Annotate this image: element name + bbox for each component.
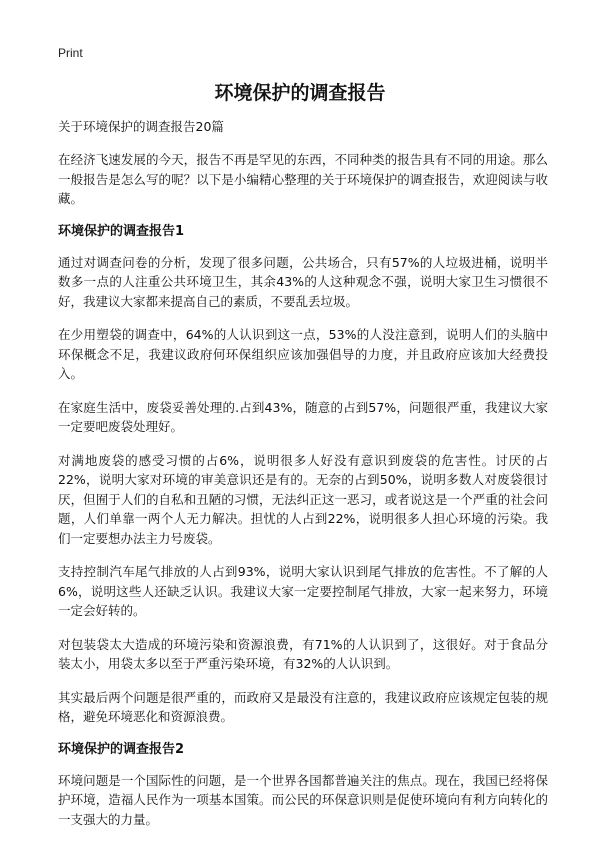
- document-title: 环境保护的调查报告: [214, 82, 386, 104]
- section-paragraph: 在家庭生活中，废袋妥善处理的.占到43%，随意的占到57%，问题很严重，我建议大家一定要吧废袋处理好。: [58, 399, 548, 434]
- section-paragraph: 通过对调查问卷的分析，发现了很多问题，公共场合，只有57%的人垃圾进桶，说明半数多一点的人注重公共环境卫生，其余43%的人这种观念不强，说明大家卫生习惯很不好，我建议大家都来提高自己的素质，不要乱丢垃圾。: [58, 254, 548, 309]
- section-paragraph: 环境问题是一个国际性的问题，是一个世界各国都普遍关注的焦点。现在，我国已经将保护环境，造福人民作为一项基本国策。而公民的环保意识则是促使环境向有利方向转化的一支强大的力量。: [58, 772, 548, 827]
- section-paragraph: 其实最后两个问题是很严重的，而政府又是最没有注意的，我建议政府应该规定包装的规格，避免环境恶化和资源浪费。: [58, 689, 548, 724]
- section-heading: 环境保护的调查报告1: [58, 223, 185, 239]
- section-paragraph: 对包装袋太大造成的环境污染和资源浪费，有71%的人认识到了，这很好。对于食品分装太小，用袋太多以至于严重污染环境，有32%的人认识到。: [58, 636, 548, 671]
- document-subtitle: 关于环境保护的调查报告20篇: [58, 119, 224, 134]
- section-paragraph: 在少用塑袋的调查中，64%的人认识到这一点，53%的人没注意到，说明人们的头脑中环保概念不足，我建议政府何环保组织应该加强倡导的力度，并且政府应该加大经费投入。: [58, 327, 548, 381]
- section-paragraph: 支持控制汽车尾气排放的人占到93%，说明大家认识到尾气排放的危害性。不了解的人6%，说明这些人还缺乏认识。我建议大家一定要控制尾气排放，大家一起来努力，环境一定会好转的。: [58, 564, 548, 618]
- intro-paragraph: 在经济飞速发展的今天，报告不再是罕见的东西，不同种类的报告具有不同的用途。那么一般报告是怎么写的呢？以下是小编精心整理的关于环境保护的调查报告，欢迎阅读与收藏。: [58, 152, 548, 206]
- document-body: [58, 118, 548, 843]
- print-link[interactable]: Print: [58, 46, 83, 60]
- section-paragraph: 对满地废袋的感受习惯的占6%，说明很多人好没有意识到废袋的危害性。讨厌的占22%，说明大家对环境的审美意识还是有的。无奈的占到50%，说明多数人对废袋很讨厌，但囿于人们的自私和丑陋的习惯，无法纠正这一恶习，或者说这是一个严重的社会问题，人们单靠一两个人无力解决。担忧的人占到22%，说明很多人担心环境的污染。我们一定要想办法主力号废袋。: [58, 452, 548, 546]
- section-heading: 环境保护的调查报告2: [58, 741, 185, 757]
